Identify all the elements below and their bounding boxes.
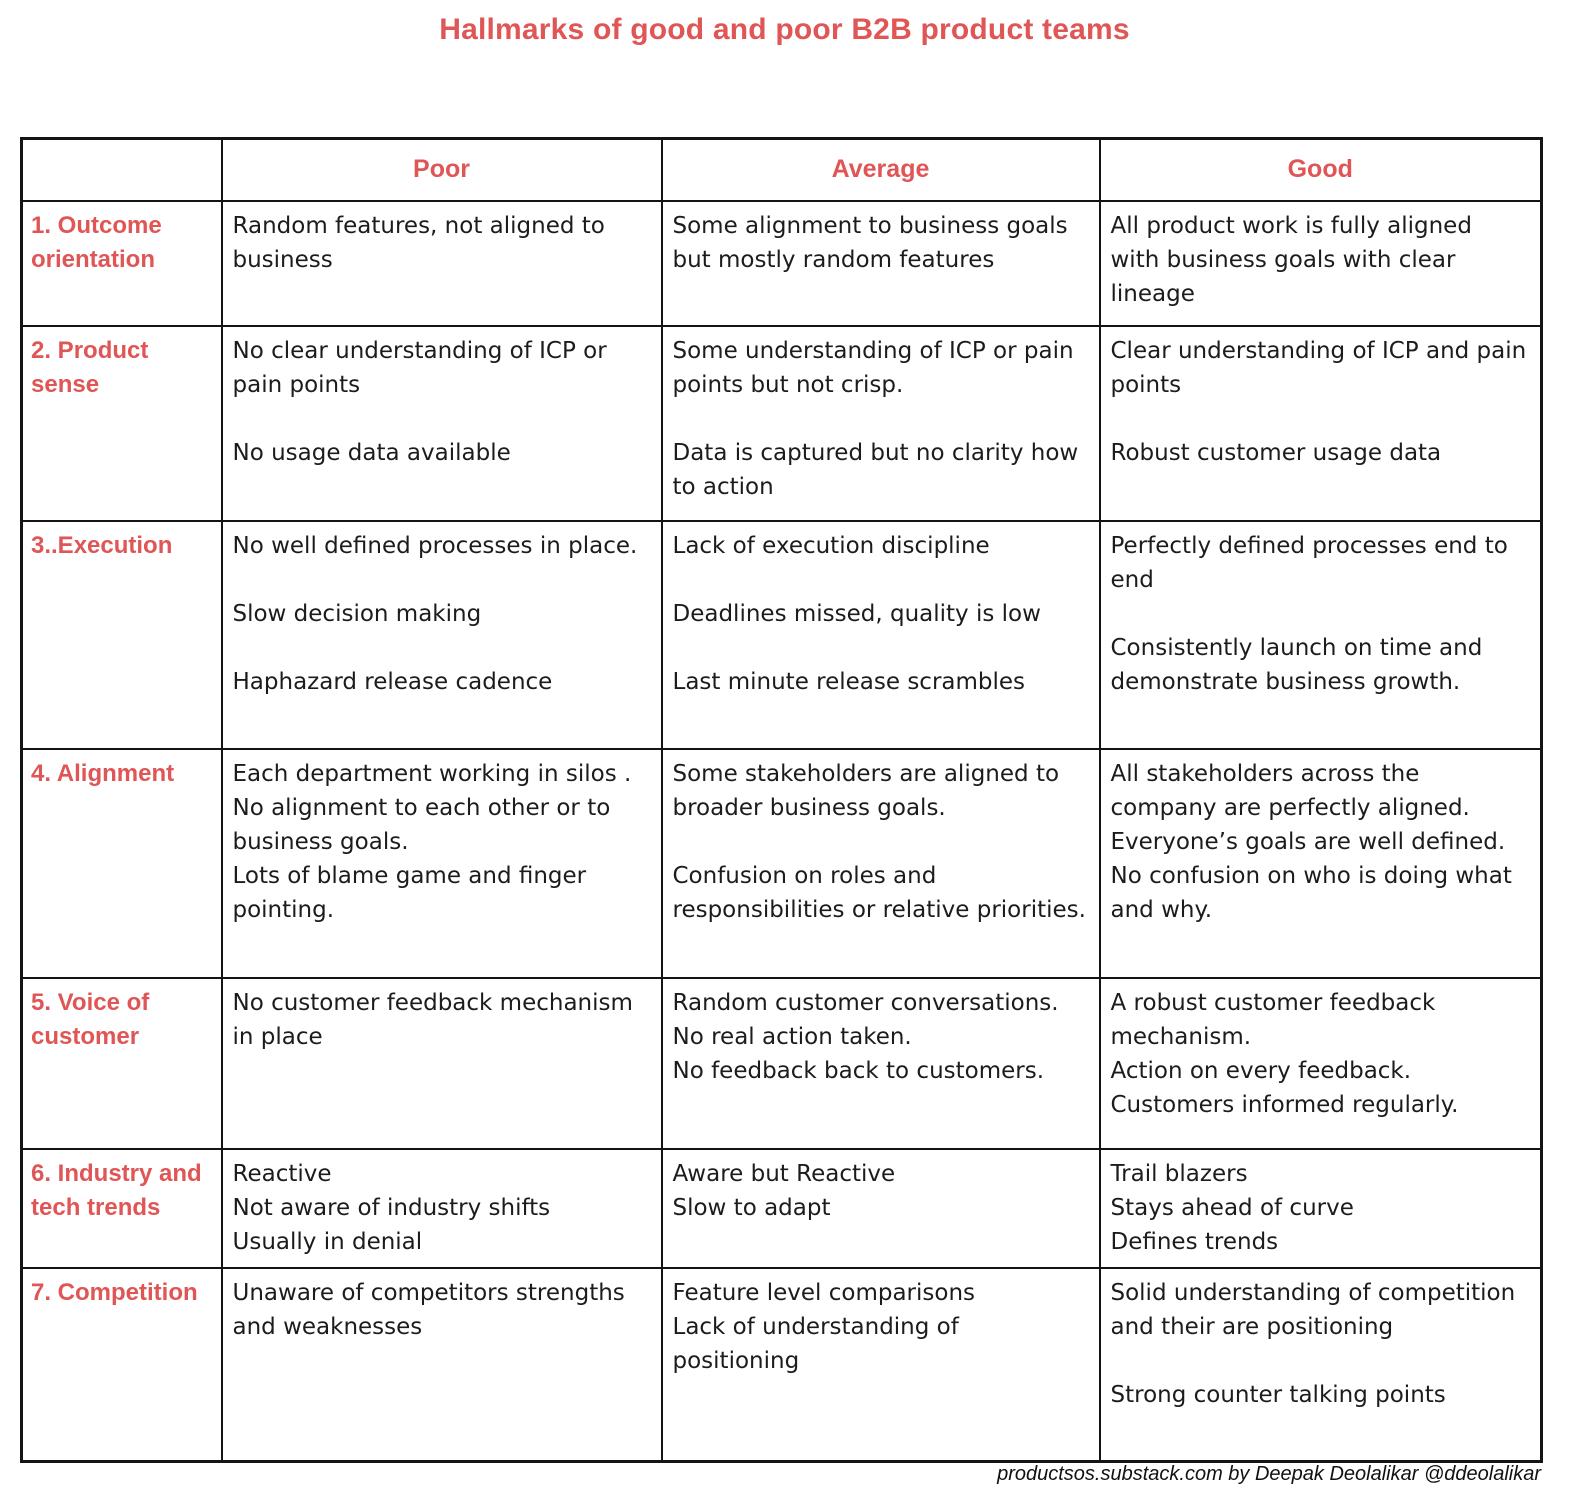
cell-good: A robust customer feedback mechanism. Action on every feedback. Customers informed regularly. bbox=[1100, 978, 1542, 1149]
row-label: 2. Product sense bbox=[22, 326, 222, 521]
table-row bbox=[22, 326, 1542, 521]
cell-good: Perfectly defined processes end to end Consistently launch on time and demonstrate business growth. bbox=[1100, 521, 1542, 749]
cell-poor: Unaware of competitors strengths and weaknesses bbox=[222, 1268, 662, 1462]
table-row bbox=[22, 978, 1542, 1149]
row-label: 5. Voice of customer bbox=[22, 978, 222, 1149]
cell-average: Aware but Reactive Slow to adapt bbox=[662, 1149, 1100, 1268]
corner-cell bbox=[22, 139, 222, 201]
table-row bbox=[22, 521, 1542, 749]
column-header-average: Average bbox=[662, 139, 1100, 201]
row-label: 4. Alignment bbox=[22, 749, 222, 978]
table-row bbox=[22, 749, 1542, 978]
cell-poor: No well defined processes in place. Slow decision making Haphazard release cadence bbox=[222, 521, 662, 749]
cell-poor: Reactive Not aware of industry shifts Usually in denial bbox=[222, 1149, 662, 1268]
cell-poor: No customer feedback mechanism in place bbox=[222, 978, 662, 1149]
cell-poor: Random features, not aligned to business bbox=[222, 201, 662, 326]
attribution-text: productsos.substack.com by Deepak Deolalikar @ddeolalikar bbox=[997, 1463, 1541, 1485]
table-row bbox=[22, 1149, 1542, 1268]
cell-average: Random customer conversations. No real action taken. No feedback back to customers. bbox=[662, 978, 1100, 1149]
cell-average: Some stakeholders are aligned to broader business goals. Confusion on roles and responsibilities or relative priorities. bbox=[662, 749, 1100, 978]
cell-poor: Each department working in silos . No alignment to each other or to business goals. Lots of blame game and finger pointing. bbox=[222, 749, 662, 978]
comparison-table bbox=[20, 137, 1543, 1463]
cell-good: Solid understanding of competition and their are positioning Strong counter talking points bbox=[1100, 1268, 1542, 1462]
cell-good: Trail blazers Stays ahead of curve Defines trends bbox=[1100, 1149, 1542, 1268]
cell-good: All stakeholders across the company are perfectly aligned. Everyone’s goals are well defined. No confusion on who is doing what and why. bbox=[1100, 749, 1542, 978]
cell-poor: No clear understanding of ICP or pain points No usage data available bbox=[222, 326, 662, 521]
table-row bbox=[22, 1268, 1542, 1462]
table-head-row bbox=[22, 139, 1542, 201]
column-header-poor: Poor bbox=[222, 139, 662, 201]
cell-average: Lack of execution discipline Deadlines missed, quality is low Last minute release scrambles bbox=[662, 521, 1100, 749]
cell-good: Clear understanding of ICP and pain points Robust customer usage data bbox=[1100, 326, 1542, 521]
cell-average: Feature level comparisons Lack of understanding of positioning bbox=[662, 1268, 1100, 1462]
row-label: 7. Competition bbox=[22, 1268, 222, 1462]
cell-average: Some alignment to business goals but mostly random features bbox=[662, 201, 1100, 326]
column-header-good: Good bbox=[1100, 139, 1542, 201]
table-body bbox=[22, 201, 1542, 1462]
cell-good: All product work is fully aligned with business goals with clear lineage bbox=[1100, 201, 1542, 326]
table-row bbox=[22, 201, 1542, 326]
row-label: 1. Outcome orientation bbox=[22, 201, 222, 326]
row-label: 3..Execution bbox=[22, 521, 222, 749]
row-label: 6. Industry and tech trends bbox=[22, 1149, 222, 1268]
cell-average: Some understanding of ICP or pain points but not crisp. Data is captured but no clarity how to action bbox=[662, 326, 1100, 521]
page-title: Hallmarks of good and poor B2B product teams bbox=[439, 13, 1130, 46]
